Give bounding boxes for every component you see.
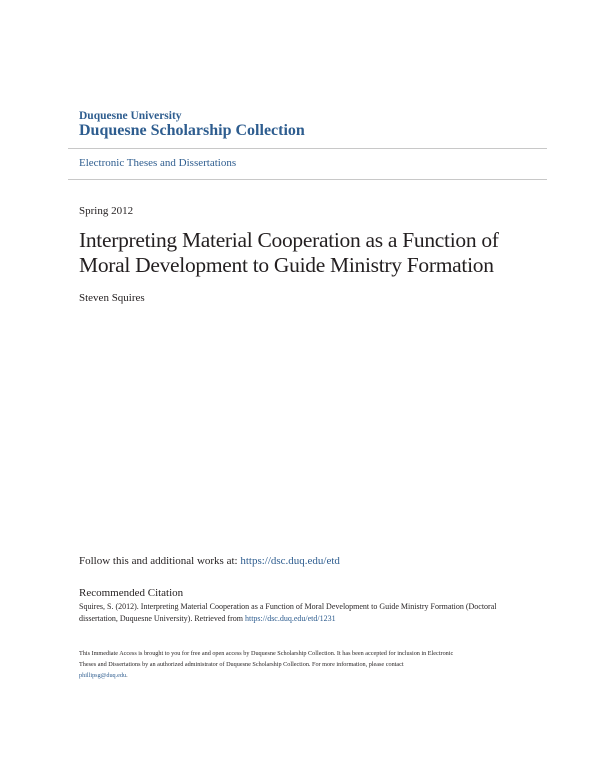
bottom-divider [68, 179, 547, 180]
recommended-citation-heading: Recommended Citation [79, 587, 184, 599]
citation-link[interactable]: https://dsc.duq.edu/etd/1231 [244, 614, 336, 623]
title-line-1: Interpreting Material Cooperation as a Function of [79, 228, 499, 252]
publication-date: Spring 2012 [79, 205, 134, 217]
notice-line-2: Theses and Dissertations by an authorized administrator of Duquesne Scholarship Collection. For more information, please contact [79, 661, 404, 668]
notice-email-suffix: . [126, 672, 128, 679]
notice-line-1: This Immediate Access is brought to you for free and open access by Duquesne Scholarship Collection. It has been accepted for inclusion in Electronic [79, 650, 454, 657]
document-title [79, 228, 549, 278]
follow-line [79, 555, 340, 567]
access-notice [79, 648, 524, 681]
follow-text: Follow this and additional works at: [79, 555, 241, 567]
collection-name[interactable]: Duquesne Scholarship Collection [79, 122, 305, 139]
university-name: Duquesne University [79, 110, 182, 122]
citation-line-2 [79, 613, 524, 625]
citation-text [79, 601, 524, 625]
title-line-2: Moral Development to Guide Ministry Formation [79, 253, 494, 277]
citation-line-2-text: dissertation, Duquesne University). Retrieved from [79, 614, 245, 623]
series-link[interactable]: Electronic Theses and Dissertations [79, 157, 237, 169]
contact-email-link[interactable]: phillipsg@duq.edu [79, 672, 127, 679]
etd-link[interactable]: https://dsc.duq.edu/etd [240, 555, 340, 567]
citation-line-1: Squires, S. (2012). Interpreting Material Cooperation as a Function of Moral Development to Guide Ministry Formation (Doctoral [79, 602, 497, 611]
top-divider [68, 148, 547, 149]
author-name: Steven Squires [79, 292, 145, 304]
notice-line-3 [79, 670, 524, 681]
